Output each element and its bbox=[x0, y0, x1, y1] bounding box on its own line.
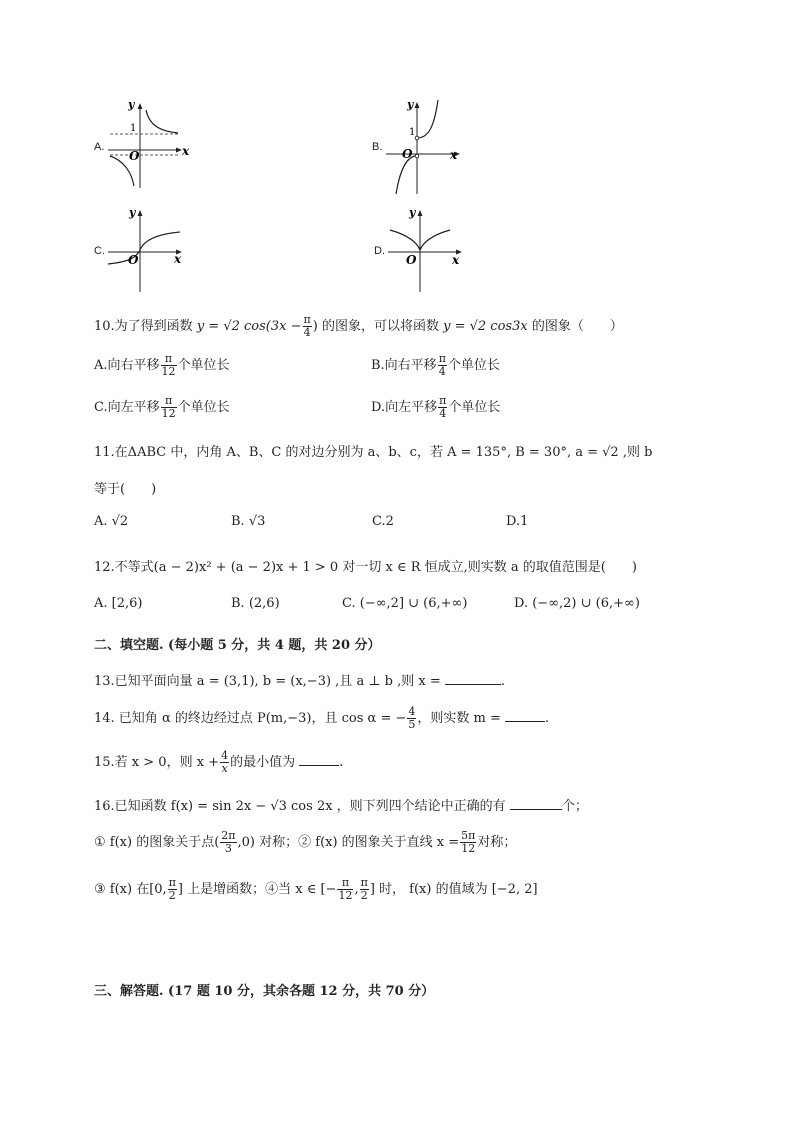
q10-opt-a-num: π bbox=[161, 353, 177, 366]
q16-l3-frac-2 bbox=[337, 877, 353, 902]
q11-stem: 11.在ΔABC 中，内角 A、B、C 的对边分别为 a、b、c，若 A = 135°, B = 30°, a = √2 ,则 b bbox=[94, 445, 653, 460]
q16-l2-num1: 2π bbox=[221, 829, 236, 842]
q16-l3-frac-3 bbox=[360, 877, 369, 902]
q10-opt-b-num: π bbox=[438, 352, 446, 365]
graph-a-y: y bbox=[128, 98, 135, 111]
q16-l3-c: , bbox=[354, 882, 359, 897]
q14 bbox=[94, 706, 549, 731]
q12-option-c: C. (−∞,2] ∪ (6,+∞) bbox=[342, 596, 468, 611]
q16-line-3 bbox=[94, 877, 538, 902]
q15-answer-blank[interactable] bbox=[299, 753, 339, 766]
q10-opt-c-num: π bbox=[161, 395, 177, 408]
graph-c-label: C. bbox=[94, 245, 105, 257]
q10-formula-1-frac bbox=[303, 314, 312, 339]
q14-stem-b: ，则实数 m = bbox=[417, 711, 501, 726]
q16-l3-frac-1 bbox=[168, 877, 177, 902]
q12-option-b: B. (2,6) bbox=[231, 596, 280, 611]
q16-stem-a: 16.已知函数 f(x) = sin 2x − √3 cos 2x ，则下列四个结论中正确的有 bbox=[94, 799, 506, 814]
graph-b-label: B. bbox=[372, 141, 383, 153]
graph-b bbox=[382, 98, 468, 196]
q10-opt-a-unit: 个单位长 bbox=[177, 358, 230, 373]
graph-d bbox=[384, 206, 470, 294]
q16-stem bbox=[94, 795, 588, 814]
q16-l3-d: ] 时， f(x) 的值域为 [−2, 2] bbox=[369, 882, 538, 897]
q10-opt-c-frac bbox=[161, 395, 177, 420]
q15-stem-b: 的最小值为 bbox=[230, 755, 296, 770]
q10-f1-den: 4 bbox=[303, 326, 311, 339]
q16-l2-frac-2 bbox=[460, 830, 476, 855]
q16-l3-den1: 2 bbox=[168, 889, 176, 902]
q10-formula-1: y = √2 cos(3x − bbox=[196, 319, 302, 334]
q16-l2-a: ① f(x) 的图象关于点( bbox=[94, 835, 220, 850]
q10-f1-num: π bbox=[303, 313, 311, 326]
q10-opt-b-text: B.向右平移 bbox=[371, 358, 437, 373]
graph-d-label: D. bbox=[374, 245, 385, 257]
section-2-heading: 二、填空题. (每小题 5 分，共 4 题，共 20 分） bbox=[94, 638, 381, 653]
q12-stem: 12.不等式(a − 2)x² + (a − 2)x + 1 > 0 对一切 x ∈ R 恒成立,则实数 a 的取值范围是( ) bbox=[94, 560, 637, 575]
q16-l3-a: ③ f(x) 在[0, bbox=[94, 882, 167, 897]
q14-end: . bbox=[545, 711, 550, 726]
graph-c-o: O bbox=[128, 253, 139, 267]
graph-a-x: x bbox=[182, 144, 190, 158]
q16-l2-den1: 3 bbox=[224, 842, 232, 855]
q15-den: x bbox=[221, 762, 228, 775]
q10-stem-a: 10.为了得到函数 bbox=[94, 319, 193, 334]
q10-stem-b: 的图象，可以将函数 bbox=[321, 319, 439, 334]
q10-opt-d-unit: 个单位长 bbox=[448, 400, 501, 415]
q15-num: 4 bbox=[221, 749, 229, 762]
graph-a bbox=[104, 98, 190, 190]
q11-stem-line2: 等于( ) bbox=[94, 482, 157, 497]
section-3-heading: 三、解答题. (17 题 10 分，其余各题 12 分，共 70 分） bbox=[94, 984, 435, 999]
q16-stem-b: 个； bbox=[561, 799, 588, 814]
q10-opt-b-frac bbox=[438, 353, 447, 378]
q10-opt-b-unit: 个单位长 bbox=[447, 358, 500, 373]
q11-option-c: C.2 bbox=[372, 514, 394, 529]
q10-opt-a-den: 12 bbox=[161, 365, 176, 378]
q12-option-a: A. [2,6) bbox=[94, 596, 143, 611]
q15-end: . bbox=[339, 755, 344, 770]
q14-frac bbox=[407, 706, 416, 731]
q13-end: . bbox=[500, 674, 506, 689]
q16-l3-num1: π bbox=[168, 876, 176, 889]
q10-option-a bbox=[94, 353, 230, 378]
q10-opt-d-text: D.向左平移 bbox=[371, 400, 438, 415]
q14-answer-blank[interactable] bbox=[505, 709, 545, 722]
q13-answer-blank[interactable] bbox=[445, 672, 501, 685]
q12-option-d: D. (−∞,2) ∪ (6,+∞) bbox=[514, 596, 640, 611]
q15-stem-a: 15.若 x > 0，则 x + bbox=[94, 755, 220, 770]
q16-l3-den3: 2 bbox=[360, 889, 368, 902]
q13-stem: 13.已知平面向量 a = (3,1), b = (x,−3) ,且 a ⊥ b ,则 x = bbox=[94, 674, 441, 689]
q10-formula-2: y = √2 cos3x bbox=[443, 319, 528, 334]
q10-stem bbox=[94, 314, 623, 339]
graph-a-label: A. bbox=[94, 141, 105, 153]
q16-l3-num3: π bbox=[360, 876, 368, 889]
q16-l2-c: 对称； bbox=[477, 835, 517, 850]
graph-b-o: O bbox=[402, 147, 413, 161]
graph-c-y: y bbox=[129, 206, 136, 219]
q14-stem-a: 14. 已知角 α 的终边经过点 P(m,−3)，且 cos α = − bbox=[94, 711, 407, 726]
q11-option-d: D.1 bbox=[506, 514, 529, 529]
q16-line-2 bbox=[94, 830, 516, 855]
q16-l2-num2: 5π bbox=[461, 829, 476, 842]
q16-l2-den2: 12 bbox=[461, 842, 476, 855]
graph-b-one: 1 bbox=[409, 127, 416, 138]
graph-d-o: O bbox=[406, 253, 417, 267]
q10-option-d bbox=[371, 395, 500, 420]
q10-opt-d-num: π bbox=[439, 394, 447, 407]
graph-b-y: y bbox=[407, 98, 414, 111]
q16-l2-frac-1 bbox=[220, 830, 236, 855]
q15 bbox=[94, 750, 343, 775]
graph-b-x: x bbox=[450, 148, 458, 162]
q16-l2-b: ,0) 对称；② f(x) 的图象关于直线 x = bbox=[237, 835, 460, 850]
q11-option-b: B. √3 bbox=[231, 514, 266, 529]
q10-opt-d-den: 4 bbox=[439, 407, 447, 420]
q10-opt-b-den: 4 bbox=[438, 365, 446, 378]
q11-option-a: A. √2 bbox=[94, 514, 129, 529]
graph-d-y: y bbox=[409, 206, 416, 219]
graph-a-o: O bbox=[129, 149, 140, 163]
q10-opt-a-frac bbox=[161, 353, 177, 378]
q16-l3-den2: 12 bbox=[338, 889, 353, 902]
q10-opt-c-text: C.向左平移 bbox=[94, 400, 160, 415]
q10-opt-d-frac bbox=[438, 395, 447, 420]
q16-l3-b: ] 上是增函数；④当 x ∈ [− bbox=[177, 882, 337, 897]
q10-stem-c: 的图象（ ） bbox=[531, 319, 623, 334]
q10-opt-c-unit: 个单位长 bbox=[177, 400, 230, 415]
q15-frac bbox=[220, 750, 229, 775]
q10-option-b bbox=[371, 353, 500, 378]
q14-den: 5 bbox=[408, 718, 416, 731]
graph-c bbox=[104, 206, 190, 294]
q13 bbox=[94, 670, 505, 689]
q10-opt-c-den: 12 bbox=[161, 407, 176, 420]
q16-answer-blank[interactable] bbox=[510, 797, 562, 810]
q14-num: 4 bbox=[408, 705, 416, 718]
graph-d-x: x bbox=[452, 253, 460, 267]
q16-l3-num2: π bbox=[337, 877, 353, 890]
q10-opt-a-text: A.向右平移 bbox=[94, 358, 160, 373]
graph-c-x: x bbox=[174, 252, 182, 266]
q10-formula-1-close: ) bbox=[312, 319, 318, 334]
graph-a-one: 1 bbox=[130, 123, 137, 134]
q10-option-c bbox=[94, 395, 230, 420]
